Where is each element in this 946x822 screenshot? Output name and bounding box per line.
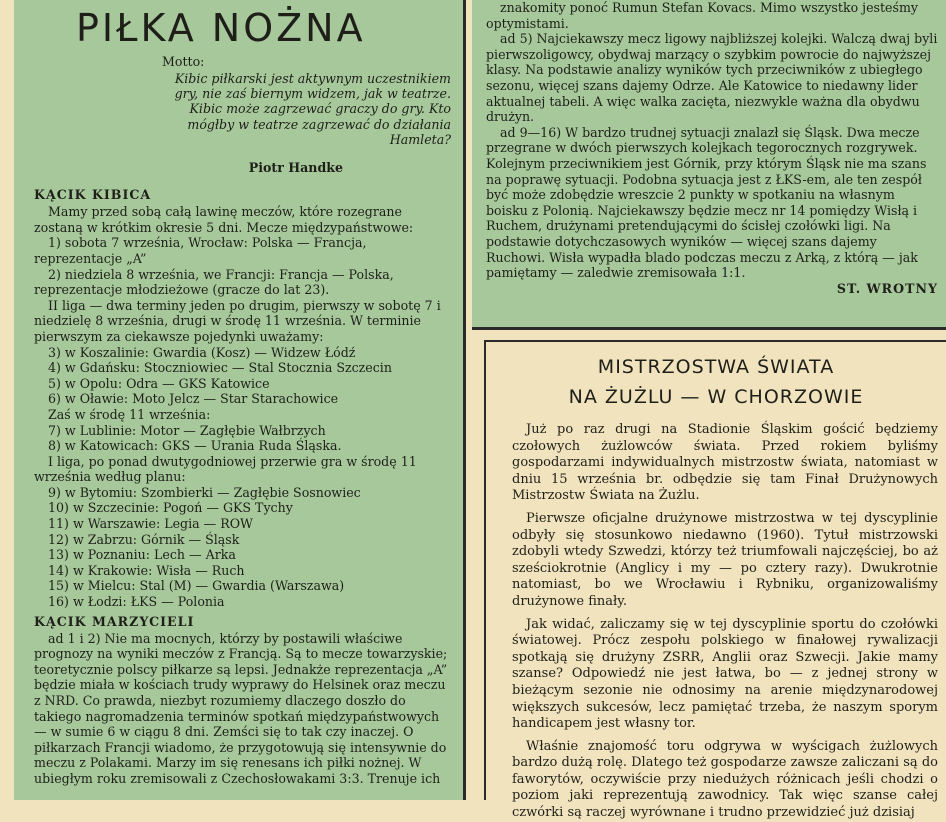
match-item: 4) w Gdańsku: Stoczniowiec — Stal Stocznia Szczecin xyxy=(48,360,392,376)
match-item: 12) w Zabrzu: Górnik — Śląsk xyxy=(48,531,240,547)
paragraph: Właśnie znajomość toru odgrywa w wyścigach żużlowych bardzo dużą rolę. Dlatego też gospodarze zawsze zaliczani są do faworytów, oczywiście przy niedużych różnicach jeśli chodzi o poziom jaki reprezentują zawodnicy. Tak więc szanse całej czwórki są raczej wyrównane i trudno przewidzieć już dzisiaj xyxy=(512,738,938,821)
paragraph: ad 9—16) W bardzo trudnej sytuacji znalazł się Śląsk. Dwa mecze przegrane w dwóch pierwszych kolejkach tegorocznych rozgrywek. Kolejnym przeciwnikiem jest Górnik, przy którym Śląsk nie ma szans na poprawę sytuacji. Podobna sytuacja jest z ŁKS-em, ale ten zespół być może zdobędzie wreszcie 2 punkty w spotkaniu na własnym boisku z Polonią. Najciekawszy będzie mecz nr 14 pomiędzy Wisłą i Ruchem, drużynami pretendującymi do ścisłej czołówki ligi. Na podstawie dotychczasowych wyników — więcej szans dajemy Ruchowi. Wisła wypadła blado podczas meczu z Arką, z którą — jak pamiętamy — zaledwie zremisowała 1:1. xyxy=(486,124,927,281)
paragraph: I liga, po ponad dwutygodniowej przerwie gra w środę 11 września według planu: xyxy=(34,453,417,485)
paragraph: ad 1 i 2) Nie ma mocnych, którzy by postawili właściwe prognozy na wyniki meczów z Francją. Są to mecze towarzyskie; teoretycznie polscy piłkarze są lepsi. Jednakże reprezentacja „A” będzie miała w kościach trudy wyprawy do Helsinek oraz meczu z NRD. Co prawda, niezbyt rozumiemy dlaczego doszło do takiego nagromadzenia terminów spotkań międzypaństwowych — w sumie 6 w ciągu 8 dni. Zemści się to tak czy inaczej. O piłkarzach Francji wiadomo, że przygotowują się intensywnie do meczu z Polakami. Marzy im się renesans ich piłki nożnej. W ubiegłym roku zremisowali z Czechosłowakami 3:3. Trenuje ich xyxy=(34,630,448,786)
match-item: 13) w Poznaniu: Lech — Arka xyxy=(48,547,236,563)
match-item: 8) w Katowicach: GKS — Urania Ruda Śląska. xyxy=(48,438,342,454)
paragraph: znakomity ponoć Rumun Stefan Kovacs. Mimo wszystko jesteśmy optymistami. xyxy=(486,0,919,31)
motto-author: Piotr Handke xyxy=(248,159,343,175)
speedway-article xyxy=(484,340,946,821)
match-item: Zaś w środę 11 września: xyxy=(48,406,211,422)
paragraph: Pierwsze oficjalne drużynowe mistrzostwa w tej dyscyplinie odbyły się stosunkowo niedawno (1960). Tytuł mistrzowski zdobyli wtedy Szwedzi, którzy też triumfowali najczęściej, bo aż sześciokrotnie (Anglicy i my — po cztery razy). Dwukrotnie natomiast, bo we Wrocławiu i Rybniku, organizowaliśmy drużynowe finały. xyxy=(512,510,938,609)
article-title xyxy=(486,352,946,412)
match-item: 6) w Oławie: Moto Jelcz — Star Starachowice xyxy=(48,391,339,407)
zigzag-border xyxy=(0,0,14,800)
right-top-body xyxy=(472,0,946,296)
match-item: 3) w Koszalinie: Gwardia (Kosz) — Widzew Łódź xyxy=(48,344,356,360)
paragraph: ad 5) Najciekawszy mecz ligowy najbliższej kolejki. Walczą dwaj byli pierwszoligowcy, obydwaj marzący o szybkim powrocie do najwyższej klasy. Na podstawie analizy wyników tych przeciwników z ubiegłego sezonu, więcej szans dajemy Odrze. Ale Katowice to niedawny lider aktualnej tabeli. A więc walka zacięta, niezwykle ważna dla obydwu drużyn. xyxy=(486,31,938,125)
paragraph: Już po raz drugi na Stadionie Śląskim gościć będziemy czołowych żużlowców świata. Przed rokiem byliśmy gospodarzami indywidualnych mistrzostw świata, natomiast w dniu 15 września br. odbędzie się tam Finał Drużynowych Mistrzostw Świata na Żużlu. xyxy=(512,422,938,504)
article-body xyxy=(486,422,946,822)
left-column xyxy=(14,0,466,800)
match-item: 16) w Łodzi: ŁKS — Polonia xyxy=(48,594,225,610)
motto-label: Motto: xyxy=(162,54,205,69)
author-signature: ST. WROTNY xyxy=(836,280,938,296)
article-title-line: MISTRZOSTWA ŚWIATA xyxy=(597,356,835,378)
section-heading-kacik-marzycieli: KĄCIK MARZYCIELI xyxy=(34,613,195,629)
match-item: 14) w Krakowie: Wisła — Ruch xyxy=(48,562,245,578)
right-top-column xyxy=(472,0,946,330)
paragraph: 2) niedziela 8 września, we Francji: Francja — Polska, reprezentacje młodzieżowe (gracze do lat 23). xyxy=(34,266,394,298)
article-title-line: NA ŻUŻLU — W CHORZOWIE xyxy=(568,386,864,408)
section-heading-kacik-kibica: KĄCIK KIBICA xyxy=(34,187,152,203)
match-item: 11) w Warszawie: Legia — ROW xyxy=(48,516,253,532)
match-item: 10) w Szczecinie: Pogoń — GKS Tychy xyxy=(48,500,293,516)
kacik-kibica-body xyxy=(14,204,463,609)
paragraph: Jak widać, zaliczamy się w tej dyscyplinie sportu do czołówki światowej. Prócz zespołu polskiego w finałowej rywalizacji spotkają się drużyny ZSRR, Anglii oraz Szwecji. Jakie mamy szanse? Odpowiedź nie jest łatwa, bo — z jednej strony w bieżącym sezonie nie odnosimy na arenie międzynarodowej większych sukcesów, lecz pamiętać trzeba, że naszym sporym handicapem jest własny tor. xyxy=(512,616,938,732)
match-item: 15) w Mielcu: Stal (M) — Gwardia (Warszawa) xyxy=(48,578,345,594)
match-item: 5) w Opolu: Odra — GKS Katowice xyxy=(48,375,270,391)
paragraph: 1) sobota 7 września, Wrocław: Polska — Francja, reprezentacje „A” xyxy=(34,235,367,266)
kacik-marzycieli-body xyxy=(14,631,463,787)
match-item: 7) w Lublinie: Motor — Zagłębie Wałbrzych xyxy=(48,422,326,438)
match-item: 9) w Bytomiu: Szombierki — Zagłębie Sosnowiec xyxy=(48,484,361,500)
paragraph: II liga — dwa terminy jeden po drugim, pierwszy w sobotę 7 i niedzielę 8 września, drugi w środę 11 września. W terminie pierwszym za ciekawsze pojedynki uważamy: xyxy=(34,297,441,344)
motto-text: Kibic piłkarski jest aktywnym uczestnikiem gry, nie zaś biernym widzem, jak w teatrze. Kibic może zagrzewać graczy do gry. Kto mógłby w teatrze zagrzewać do działania Hamleta? xyxy=(174,71,451,147)
paragraph: Mamy przed sobą całą lawinę meczów, które rozegrane zostaną w krótkim okresie 5 dni. Mecze międzypaństwowe: xyxy=(34,204,414,235)
page-title: PIŁKA NOŻNA xyxy=(76,6,366,50)
